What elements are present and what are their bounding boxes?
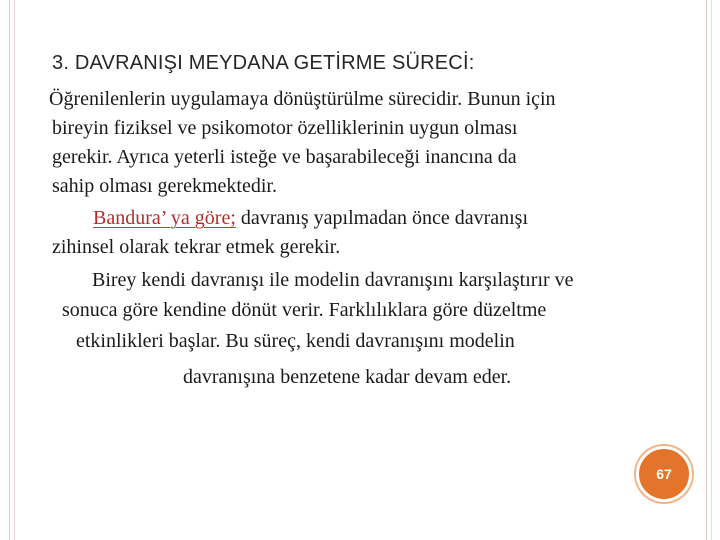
page-number-badge: 67 [636, 446, 692, 502]
paragraph1-line3: gerekir. Ayrıca yeterli isteğe ve başarabileceği inancına da [52, 146, 517, 168]
bandura-reference: Bandura’ ya göre; [93, 207, 236, 229]
left-frame-line-inner [14, 0, 15, 540]
paragraph3-line1: Birey kendi davranışı ile modelin davranışını karşılaştırır ve [92, 269, 574, 291]
paragraph3-line4: davranışına benzetene kadar devam eder. [183, 366, 512, 388]
paragraph1-line1: Öğrenilenlerin uygulamaya dönüştürülme sürecidir. Bunun için [49, 88, 556, 110]
right-frame-line-inner [711, 0, 712, 540]
paragraph2-line2: zihinsel olarak tekrar etmek gerekir. [52, 236, 341, 258]
paragraph3-line3: etkinlikleri başlar. Bu süreç, kendi davranışını modelin [76, 330, 515, 352]
slide-title: 3. DAVRANIŞI MEYDANA GETİRME SÜRECİ: [52, 52, 475, 74]
paragraph1-line4: sahip olması gerekmektedir. [52, 175, 277, 197]
paragraph2-line1-rest: davranış yapılmadan önce davranışı [235, 207, 529, 229]
paragraph1-line2: bireyin fiziksel ve psikomotor özelliklerinin uygun olması [52, 117, 518, 139]
left-frame-line [9, 0, 10, 540]
paragraph3-line2: sonuca göre kendine dönüt verir. Farklılıklara göre düzeltme [62, 299, 547, 321]
paragraph2-line1 [93, 207, 528, 230]
right-frame-line [706, 0, 707, 540]
